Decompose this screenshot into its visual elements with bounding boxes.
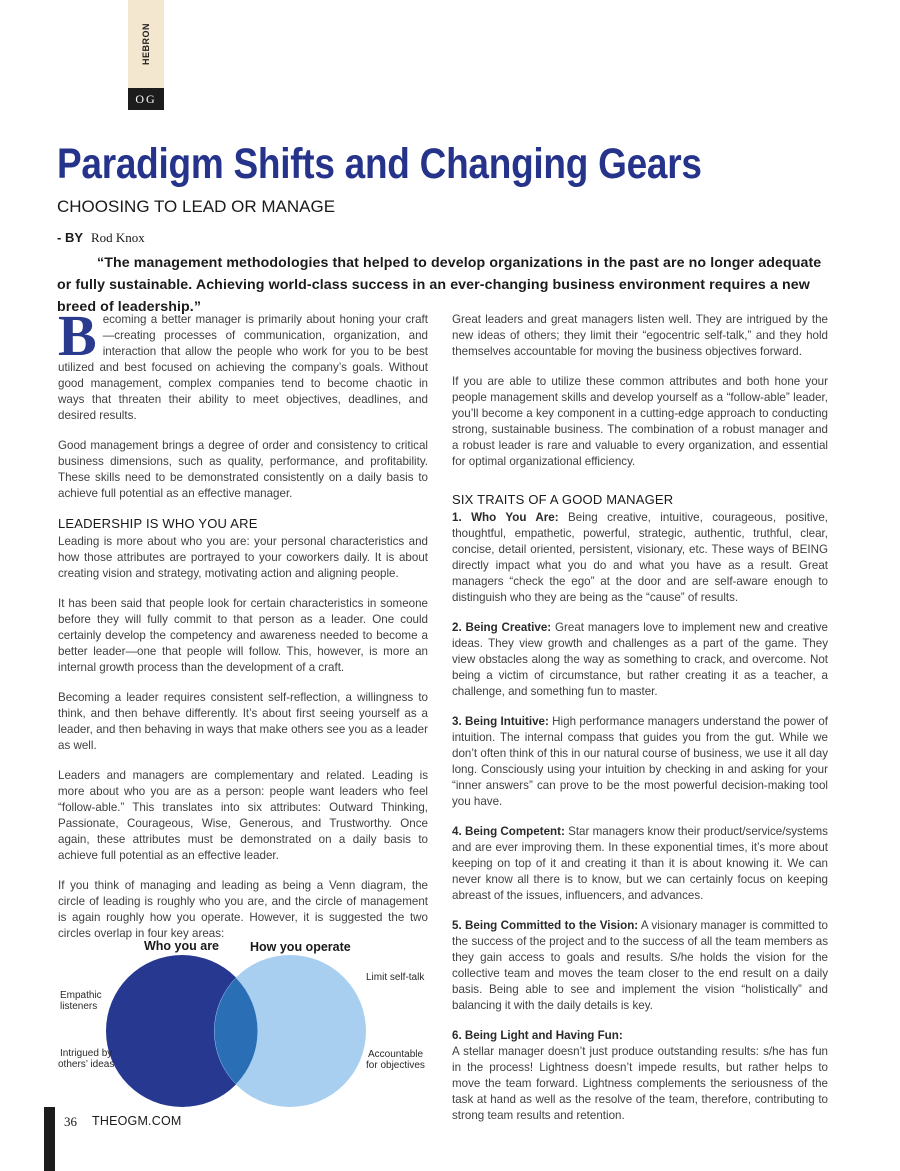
trait-label: 1. Who You Are: <box>452 511 559 524</box>
trait-label: 6. Being Light and Having Fun: <box>452 1029 623 1042</box>
article-subtitle: CHOOSING TO LEAD OR MANAGE <box>57 197 336 216</box>
venn-label-left: Who you are <box>144 939 220 953</box>
paragraph: Becoming a leader requires consistent self-reflection, a willingness to think, and then behave differently. It’s about first seeing yourself as a leader, and then behaving in ways that make others see you as a leader as well. <box>58 691 428 752</box>
venn-note-accountable-1: Accountable <box>368 1049 424 1060</box>
trait-label: 4. Being Competent: <box>452 825 565 838</box>
left-column <box>58 303 428 956</box>
trait-item <box>452 824 828 904</box>
section-tab-label-wrap <box>128 0 164 88</box>
paragraph: Good management brings a degree of order and consistency to critical business dimensions, such as quality, performance, and profitability. These skills need to be demonstrated consistently on a daily basis to achieve full potential as an effective manager. <box>58 439 428 500</box>
venn-note-limit-self-talk: Limit self-talk <box>366 972 425 983</box>
trait-text: A visionary manager is committed to the success of the project and to the success of all the team members as they gain access to goals and results. S/he holds the vision for the collective team and moves the team closer to the end result on a daily basis. Being able to see and implement the vision “holistically” and balancing it with the daily details is key. <box>452 919 828 1012</box>
trait-label: 5. Being Committed to the Vision: <box>452 919 639 932</box>
trait-text: A stellar manager doesn’t just produce outstanding results: s/he has fun in the process! Lightness doesn’t impede results, but rather helps to move the team forward. Lightness complements the seriousness of the task at hand as well as the resolve of the team, therefore, contributing to strong team results and retention. <box>452 1045 828 1122</box>
paragraph: Great leaders and great managers listen well. They are intrigued by the new ideas of others; they limit their “egocentric self-talk,” and they hold themselves accountable for moving the business objectives forward. <box>452 313 828 358</box>
article-title: Paradigm Shifts and Changing Gears <box>57 140 702 188</box>
paragraph: Leaders and managers are complementary and related. Leading is more about who you are as a person: people want leaders who feel “follow-able.” This translates into six attributes: Outward Thinking, Passionate, Courageous, Wise, Generous, and Trustworthy. Once again, these attributes must be demonstrated on a daily basis to achieve full potential as an effective leader. <box>58 769 428 862</box>
footer-bar <box>44 1107 55 1171</box>
trait-label: 2. Being Creative: <box>452 621 552 634</box>
venn-diagram <box>58 936 430 1116</box>
byline <box>57 230 145 246</box>
right-column <box>452 312 828 1138</box>
venn-note-accountable-2: for objectives <box>366 1060 425 1071</box>
drop-cap: B <box>58 303 97 368</box>
trait-text: Star managers know their product/service/systems and are ever improving them. In these exponential times, it’s more about keeping on top of it and creating it than it is about knowing it. We can never know all there is to know, but we can certainly focus on keeping abreast of the issues, influencers, and advances. <box>452 825 828 902</box>
intro-paragraph <box>58 303 428 424</box>
trait-text: High performance managers understand the power of intuition. The internal compass that guides you from the gut. While we don’t often think of this in our natural course of business, we use it all day long. Consciously using your intuition by checking in and asking for your “inner answers” can prove to be the most powerful decision-making tool you have. <box>452 715 828 808</box>
venn-note-empathic-2: listeners <box>60 1001 98 1012</box>
intro-text: ecoming a better manager is primarily about honing your craft—creating processes of communication, organization, and interaction that allow the people who work for you to be best utilized and best focused on achieving the company’s goals. Without good management, complex companies tend to become chaotic in ways that threaten their ability to meet objectives, deadlines, and desired results. <box>58 313 428 422</box>
section-heading-six-traits: SIX TRAITS OF A GOOD MANAGER <box>452 492 674 507</box>
venn-note-intrigued-2: others’ ideas <box>58 1059 115 1070</box>
paragraph: If you think of managing and leading as being a Venn diagram, the circle of leading is roughly who you are, and the circle of management is again roughly how you operate. However, it is suggested the two circles overlap in four key areas: <box>58 879 428 940</box>
trait-item <box>452 714 828 810</box>
venn-note-intrigued-1: Intrigued by <box>60 1048 113 1059</box>
trait-text: Being creative, intuitive, courageous, positive, thoughtful, empathetic, powerful, strategic, authentic, truthful, clear, concise, detail oriented, persistent, visionary, etc. These ways of BEING directly impact what you do and what you have as a result. Great managers “check the ego” at the door and are self-aware enough to distinguish who they are being as the “cause” of results. <box>452 511 829 604</box>
trait-item <box>452 620 828 700</box>
venn-label-right: How you operate <box>250 940 351 954</box>
trait-text: Great managers love to implement new and creative ideas. They view growth and challenges as a part of the game. They view obstacles along the way as something to crack, and overcome. Not being a victim of circumstance, but rather creating it as a teacher, a challenge, and something fun to master. <box>452 621 829 698</box>
byline-prefix: - BY <box>57 230 83 245</box>
pull-quote: “The management methodologies that helped to develop organizations in the past are no longer adequate or fully sustainable. Achieving world-class success in an ever-changing business environment requires a new breed of leadership.” <box>57 255 822 315</box>
footer-site: THEOGM.COM <box>92 1114 182 1128</box>
magazine-logo: OG <box>128 88 164 110</box>
venn-svg <box>58 936 430 1116</box>
trait-label: 3. Being Intuitive: <box>452 715 549 728</box>
byline-author: Rod Knox <box>91 230 145 245</box>
paragraph: It has been said that people look for certain characteristics in someone before they will fully commit to that person as a leader. One could certainly develop the competency and awareness needed to become a better leader—one that people will follow. This, however, is more an internal growth process than the development of a craft. <box>58 597 428 674</box>
trait-item <box>452 918 828 1014</box>
trait-item <box>452 510 828 606</box>
paragraph: Leading is more about who you are: your personal characteristics and how those attributes are portrayed to your coworkers daily. It is about creating vision and strategy, motivating action and aligning people. <box>58 535 428 580</box>
page-number: 36 <box>64 1114 77 1129</box>
trait-item <box>452 1028 828 1124</box>
section-heading-leadership: LEADERSHIP IS WHO YOU ARE <box>58 516 258 531</box>
section-tab-label: HEBRON <box>141 22 152 66</box>
paragraph: If you are able to utilize these common attributes and both hone your people management skills and develop yourself as a “follow-able” leader, you’ll become a key component in a cutting-edge approach to conducting strong, sustainable business. The combination of a robust manager and a robust leader is rare and valuable to every organization, and essential for optimal organizational efficiency. <box>452 375 828 468</box>
venn-note-empathic-1: Empathic <box>60 990 102 1001</box>
